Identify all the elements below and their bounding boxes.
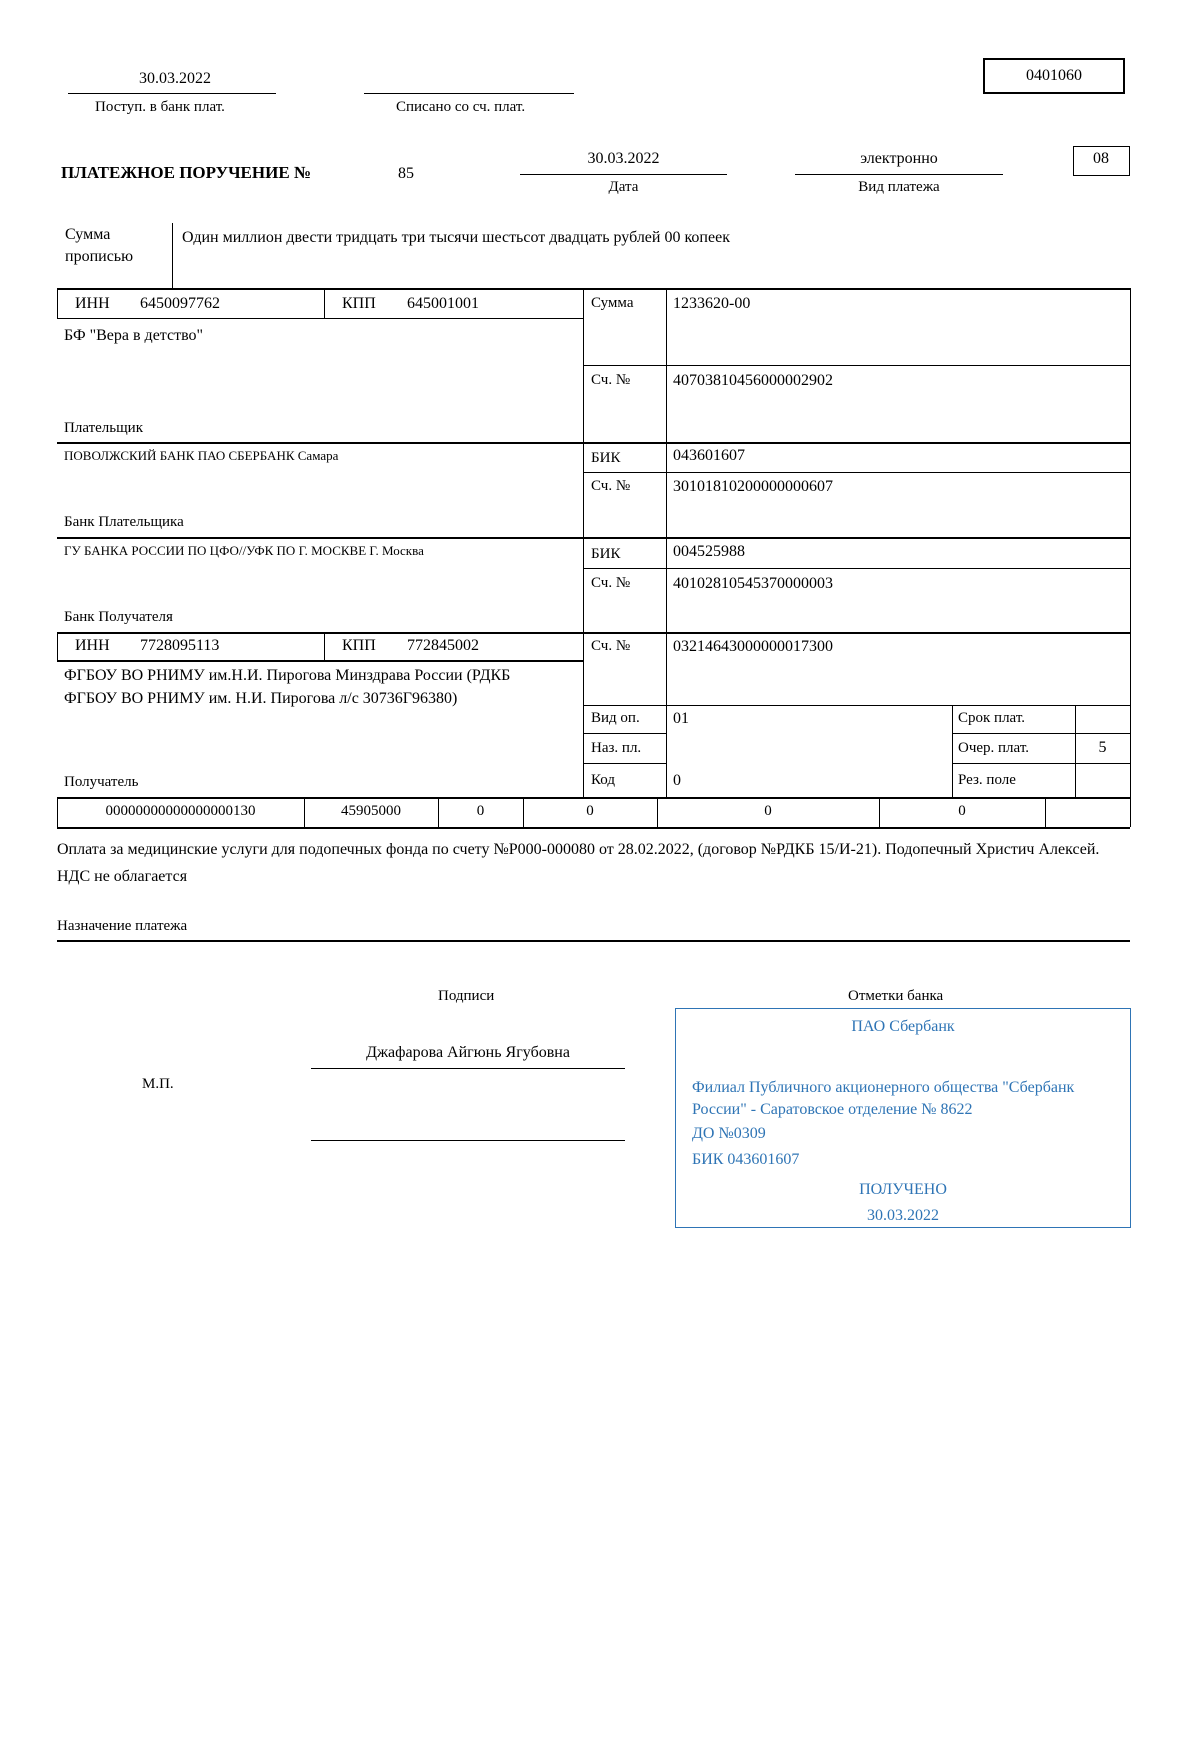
bank-marks-label: Отметки банка [848, 988, 944, 1004]
payee-account: 03214643000000017300 [673, 638, 833, 655]
payee-kpp-label: КПП [342, 637, 376, 654]
received-in-bank-label: Поступ. в банк плат. [95, 99, 225, 115]
debited-from-account-label: Списано со сч. плат. [396, 99, 526, 115]
payee-name-line2: ФГБОУ ВО РНИМУ им. Н.И. Пирогова л/с 30736Г96380) [64, 690, 458, 707]
document-date: 30.03.2022 [587, 150, 660, 167]
table-border [1130, 288, 1131, 827]
amount-value: 1233620-00 [673, 295, 751, 312]
bank-stamp-box [675, 1008, 1131, 1228]
table-border [57, 318, 583, 319]
bank-stamp-office: ДО №0309 [692, 1125, 766, 1142]
payer-bank-bik: 043601607 [673, 447, 745, 464]
operation-kind-label: Вид оп. [591, 710, 640, 726]
payee-inn-label: ИНН [75, 637, 110, 654]
table-border [583, 733, 666, 734]
payment-purpose-code-label: Наз. пл. [591, 740, 642, 756]
tax-field-number: 0 [764, 803, 772, 819]
table-border [952, 705, 953, 797]
bank-stamp-bank-name: ПАО Сбербанк [851, 1018, 955, 1035]
signature-line [311, 1140, 625, 1141]
form-code-box [983, 58, 1125, 94]
payee-inn: 7728095113 [140, 637, 220, 654]
table-border [57, 660, 583, 662]
table-border [583, 288, 584, 797]
bank-stamp-branch-line1: Филиал Публичного акционерного общества "Сбербанк [692, 1079, 1075, 1096]
table-border [57, 632, 58, 660]
amount-words-label-2: прописью [65, 248, 134, 265]
table-border [57, 442, 1130, 444]
payer-inn-label: ИНН [75, 295, 110, 312]
payee-bank-bik-label: БИК [591, 546, 621, 562]
received-in-bank-date: 30.03.2022 [139, 70, 211, 87]
tax-field-kbk: 00000000000000000130 [105, 803, 256, 819]
payment-purpose-text: Оплата за медицинские услуги для подопечных фонда по счету №Р000-000080 от 28.02.2022, (договор №РДКБ 15/И-21). Подопечный Христич Алексей. НДС не облагается [57, 841, 1100, 885]
table-border [952, 733, 1130, 734]
form-code: 0401060 [1026, 67, 1082, 84]
stamp-place-label: М.П. [142, 1076, 174, 1092]
payee-bank-account-label: Сч. № [591, 575, 631, 591]
signer-name: Джафарова Айгюнь Ягубовна [366, 1044, 570, 1061]
divider-line [364, 93, 574, 94]
payee-section-label: Получатель [64, 774, 139, 790]
document-number: 85 [398, 165, 414, 182]
signatures-label: Подписи [438, 988, 495, 1004]
table-border [57, 797, 1130, 799]
table-border [57, 827, 1130, 829]
amount-label: Сумма [591, 295, 634, 311]
tax-field-date: 0 [958, 803, 966, 819]
payer-section-label: Плательщик [64, 420, 143, 436]
status-code-box [1073, 146, 1130, 176]
divider-line [520, 174, 727, 175]
payer-bank-account-label: Сч. № [591, 478, 631, 494]
bank-stamp-date: 30.03.2022 [867, 1207, 939, 1224]
payee-bank-account: 40102810545370000003 [673, 575, 833, 592]
bank-stamp-status: ПОЛУЧЕНО [859, 1181, 947, 1198]
payee-bank-name: ГУ БАНКА РОССИИ ПО ЦФО//УФК ПО Г. МОСКВЕ Г. Москва [64, 543, 424, 558]
table-border [1045, 797, 1046, 827]
payer-bank-name: ПОВОЛЖСКИЙ БАНК ПАО СБЕРБАНК Самара [64, 448, 339, 463]
table-border [57, 632, 1130, 634]
table-border [57, 288, 1130, 290]
table-border [324, 288, 325, 318]
bank-stamp-branch-line2: России" - Саратовское отделение № 8622 [692, 1101, 973, 1118]
payer-name: БФ "Вера в детство" [64, 327, 204, 344]
table-border [583, 763, 666, 764]
payer-account: 40703810456000002902 [673, 372, 833, 389]
payment-purpose-section-label: Назначение платежа [57, 918, 188, 934]
amount-in-words: Один миллион двести тридцать три тысячи шестьсот двадцать рублей 00 копеек [182, 229, 730, 246]
divider-line [57, 940, 1130, 942]
priority-value: 5 [1098, 739, 1107, 756]
payee-name-line1: ФГБОУ ВО РНИМУ им.Н.И. Пирогова Минздрава России (РДКБ [64, 667, 511, 684]
payee-bank-bik: 004525988 [673, 543, 745, 560]
document-title: ПЛАТЕЖНОЕ ПОРУЧЕНИЕ № [61, 163, 312, 182]
payer-kpp-label: КПП [342, 295, 376, 312]
due-date-label: Срок плат. [958, 710, 1026, 726]
tax-field-period: 0 [586, 803, 594, 819]
payee-account-label: Сч. № [591, 638, 631, 654]
divider-line [172, 223, 173, 288]
reserve-field-label: Рез. поле [958, 772, 1016, 788]
payer-kpp: 645001001 [407, 295, 479, 312]
payment-kind-label: Вид платежа [858, 179, 940, 195]
table-border [666, 288, 667, 797]
operation-kind: 01 [673, 710, 689, 727]
payer-bank-account: 30101810200000000607 [673, 478, 833, 495]
date-label: Дата [608, 179, 639, 195]
tax-field-oktmo: 45905000 [341, 803, 401, 819]
priority-label: Очер. плат. [958, 740, 1029, 756]
payer-bank-section-label: Банк Плательщика [64, 514, 184, 530]
table-border [952, 763, 1130, 764]
payee-kpp: 772845002 [407, 637, 479, 654]
code-label: Код [591, 772, 615, 788]
payment-kind-value: электронно [860, 150, 938, 167]
tax-field-basis: 0 [476, 803, 485, 819]
bank-stamp-bik: БИК 043601607 [692, 1151, 800, 1168]
table-border [324, 632, 325, 660]
payee-bank-section-label: Банк Получателя [64, 609, 173, 625]
code-value: 0 [673, 772, 681, 789]
payer-account-label: Сч. № [591, 372, 631, 388]
divider-line [68, 93, 276, 94]
payer-bank-bik-label: БИК [591, 450, 621, 466]
amount-words-label-1: Сумма [65, 226, 111, 243]
payer-inn: 6450097762 [140, 295, 220, 312]
table-border [57, 537, 1130, 539]
table-border [57, 288, 58, 318]
status-code: 08 [1093, 150, 1109, 167]
signature-line [311, 1068, 625, 1069]
divider-line [795, 174, 1003, 175]
